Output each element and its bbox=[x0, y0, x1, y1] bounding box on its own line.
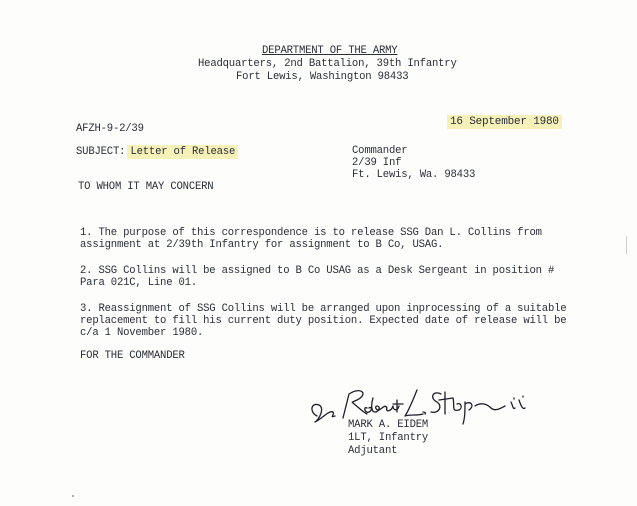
recipient-line2: 2/39 Inf bbox=[352, 157, 402, 169]
recipient-line3: Ft. Lewis, Wa. 98433 bbox=[352, 169, 476, 181]
signer-rank: 1LT, Infantry bbox=[348, 432, 429, 444]
scan-speck bbox=[72, 495, 74, 497]
scan-speck bbox=[626, 236, 627, 254]
paragraph-3-line2: replacement to fill his current duty position. Expected date of release will be bbox=[80, 315, 567, 327]
paragraph-2-line2: Para 021C, Line 01. bbox=[80, 277, 197, 289]
paragraph-2-line1: 2. SSG Collins will be assigned to B Co USAG as a Desk Sergeant in position # bbox=[80, 265, 555, 277]
paragraph-1-line2: assignment at 2/39th Infantry for assignment to B Co, USAG. bbox=[80, 239, 444, 251]
subject-text: Letter of Release bbox=[127, 145, 238, 159]
salutation: TO WHOM IT MAY CONCERN bbox=[78, 181, 214, 193]
paragraph-3-line1: 3. Reassignment of SSG Collins will be arranged upon inprocessing of a suitable bbox=[80, 303, 567, 315]
closing: FOR THE COMMANDER bbox=[80, 350, 185, 362]
paragraph-1-line1: 1. The purpose of this correspondence is to release SSG Dan L. Collins from bbox=[80, 227, 542, 239]
paragraph-3-line3: c/a 1 November 1980. bbox=[80, 327, 204, 339]
recipient-line1: Commander bbox=[352, 145, 408, 157]
signer-name: MARK A. EIDEM bbox=[348, 419, 429, 431]
signer-title: Adjutant bbox=[348, 445, 398, 457]
office-symbol: AFZH-9-2/39 bbox=[76, 123, 144, 135]
letterhead-headquarters: Headquarters, 2nd Battalion, 39th Infantry bbox=[198, 58, 457, 70]
letterhead-location: Fort Lewis, Washington 98433 bbox=[236, 71, 409, 83]
letter-date: 16 September 1980 bbox=[447, 115, 562, 129]
subject-line bbox=[76, 146, 238, 158]
subject-label: SUBJECT: bbox=[76, 146, 126, 158]
letterhead-department: DEPARTMENT OF THE ARMY bbox=[262, 45, 398, 57]
